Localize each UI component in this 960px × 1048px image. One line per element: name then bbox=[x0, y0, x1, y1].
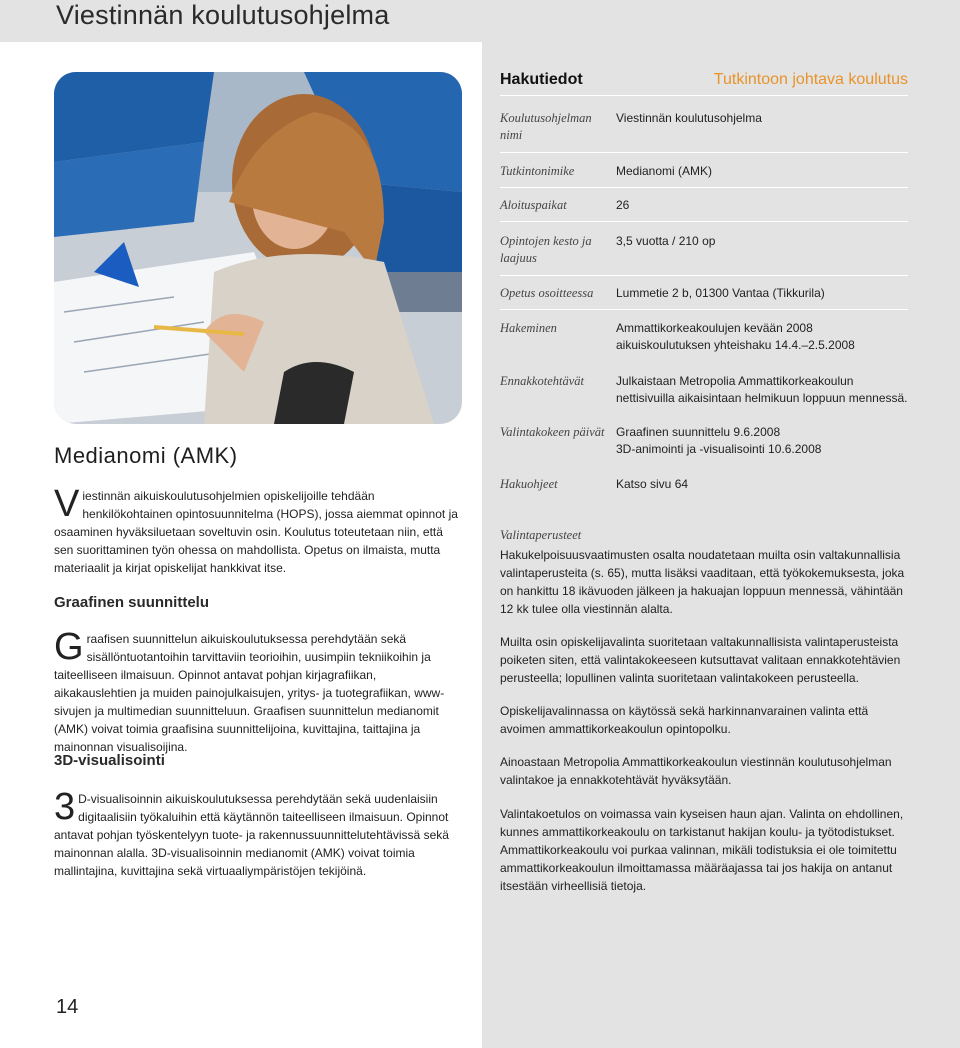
page-number: 14 bbox=[56, 996, 79, 1018]
section-heading-graphic: Graafinen suunnittelu bbox=[54, 594, 210, 611]
page-title: Viestinnän koulutusohjelma bbox=[56, 0, 390, 30]
info-value: 3,5 vuotta / 210 op bbox=[616, 234, 716, 248]
info-label: Tutkintonimike bbox=[500, 164, 575, 178]
criteria-paragraph: Valintakoetulos on voimassa vain kyseisen haun ajan. Valinta on ehdollinen, kunnes ammattikorkeakoulu on tarkistanut hakijan koulu- ja työtodistukset. Ammattikorkeakoulu voi purkaa valinnan, mikäli todistuksia ei ole toimitettu ammattikorkeakoulun ilmoittamassa määräajassa tai jos hakija on antanut itsestään virheellisiä tietoja. bbox=[500, 807, 904, 893]
info-row bbox=[500, 197, 908, 222]
info-label: Opintojen kesto ja laajuus bbox=[500, 234, 592, 265]
info-value: Ammattikorkeakoulujen kevään 2008 aikuiskoulutuksen yhteishaku 14.4.–2.5.2008 bbox=[616, 321, 855, 352]
dropcap: 3 bbox=[54, 786, 76, 828]
info-value: 26 bbox=[616, 198, 630, 212]
info-value: Medianomi (AMK) bbox=[616, 164, 713, 178]
panel-tag: Tutkintoon johtava koulutus bbox=[713, 71, 908, 88]
info-row bbox=[500, 424, 908, 464]
graphic-paragraph bbox=[54, 626, 462, 756]
info-row bbox=[500, 476, 908, 498]
info-row bbox=[500, 110, 908, 153]
info-row bbox=[500, 233, 908, 276]
graphic-text: raafisen suunnittelun aikuiskoulutuksessa perehdytään sekä sisällöntuotantoihin tarvittaviin teorioihin, uusimpiin tekniikoihin ja taiteelliseen ilmaisuun. Opinnot antavat pohjan kirjagrafiikan, aikakauslehtien ja muiden painojulkaisujen, yritys- ja tuotegrafiikan, www-sivujen ja multimedian suunnitteluun. Graafisen suunnittelun medianomit (AMK) voivat toimia graafisina suunnittelijoina, kuvittajina, taittajina ja mainonnan visualisoijina. bbox=[54, 632, 445, 754]
criteria-paragraph: Ainoastaan Metropolia Ammattikorkeakoulun viestinnän koulutusohjelman valintakoe ja ennakkotehtävät hyväksytään. bbox=[500, 755, 892, 787]
info-value: Katso sivu 64 bbox=[616, 477, 689, 491]
info-label: Koulutusohjelman nimi bbox=[500, 111, 592, 142]
criteria-paragraph: Opiskelijavalinnassa on käytössä sekä harkinnanvarainen valinta että avoimen ammattikorkeakoulun opintopolku. bbox=[500, 704, 869, 736]
info-label: Aloituspaikat bbox=[500, 198, 567, 212]
info-label: Opetus osoitteessa bbox=[500, 286, 594, 300]
info-row bbox=[500, 373, 908, 413]
main-heading: Medianomi (AMK) bbox=[54, 443, 238, 468]
criteria-paragraph: Muilta osin opiskelijavalinta suoritetaan valtakunnallisista valintaperusteista poiketen siten, että valintakokeeseen kutsuttavat valitaan ennakkotehtävien perusteella; lopullinen valinta suoritetaan valintakokeen perusteella. bbox=[500, 635, 901, 685]
intro-text: iestinnän aikuiskoulutusohjelmien opiskelijoille tehdään henkilökohtainen opintosuunnitelma (HOPS), jossa aiemmat opinnot ja osaaminen hyväksiluetaan soveltuvin osin. Koulutus toteutetaan niin, että sen suorittaminen työn ohessa on mahdollista. Opetus on ilmaista, mutta materiaalit ja kirjat opiskelijat hankkivat itse. bbox=[54, 489, 458, 575]
section-heading-viz: 3D-visualisointi bbox=[54, 752, 165, 769]
dropcap: V bbox=[54, 483, 80, 525]
info-value: Julkaistaan Metropolia Ammattikorkeakoulun nettisivuilla aikaisintaan helmikuun loppuun mennessä. bbox=[616, 374, 908, 405]
info-label: Hakeminen bbox=[500, 321, 557, 335]
viz-paragraph bbox=[54, 786, 462, 880]
criteria-label: Valintaperusteet bbox=[500, 528, 582, 542]
dropcap: G bbox=[54, 626, 84, 668]
intro-paragraph bbox=[54, 483, 462, 577]
panel-header bbox=[500, 71, 908, 96]
info-label: Valintakokeen päivät bbox=[500, 425, 605, 439]
info-value: Viestinnän koulutusohjelma bbox=[616, 111, 762, 125]
info-label: Ennakkotehtävät bbox=[500, 374, 584, 388]
panel-heading: Hakutiedot bbox=[500, 71, 583, 88]
info-row bbox=[500, 163, 908, 188]
info-panel bbox=[482, 42, 960, 1048]
viz-text: D-visualisoinnin aikuiskoulutuksessa perehdytään sekä uudenlaisiin digitaalisiin työkaluihin että käytännön taiteelliseen ilmaisuun. Opinnot antavat pohjan työskentelyyn tuote- ja rakennussuunnittelutehtävissä sekä mainonnan alalla. 3D-visualisoinnin medianomit (AMK) voivat toimia mallintajina, kuvittajina sekä virtuaaliympäristöjen tekijöinä. bbox=[54, 792, 449, 878]
student-photo bbox=[54, 72, 462, 424]
criteria-paragraph: Hakukelpoisuusvaatimusten osalta noudatetaan muilta osin valtakunnallisia valintaperusteita (s. 65), mutta lisäksi vaaditaan, että työkokemuksesta, joka on hankittu 18 ikävuoden jälkeen ja hakuajan loppuun mennessä, vähintään 12 kk tulee olla viestinnän alalta. bbox=[500, 548, 905, 616]
info-row bbox=[500, 285, 908, 310]
info-row bbox=[500, 320, 908, 360]
info-value: Lummetie 2 b, 01300 Vantaa (Tikkurila) bbox=[616, 286, 825, 300]
info-label: Hakuohjeet bbox=[500, 477, 558, 491]
info-value: Graafinen suunnittelu 9.6.2008 3D-animointi ja -visualisointi 10.6.2008 bbox=[616, 425, 822, 456]
